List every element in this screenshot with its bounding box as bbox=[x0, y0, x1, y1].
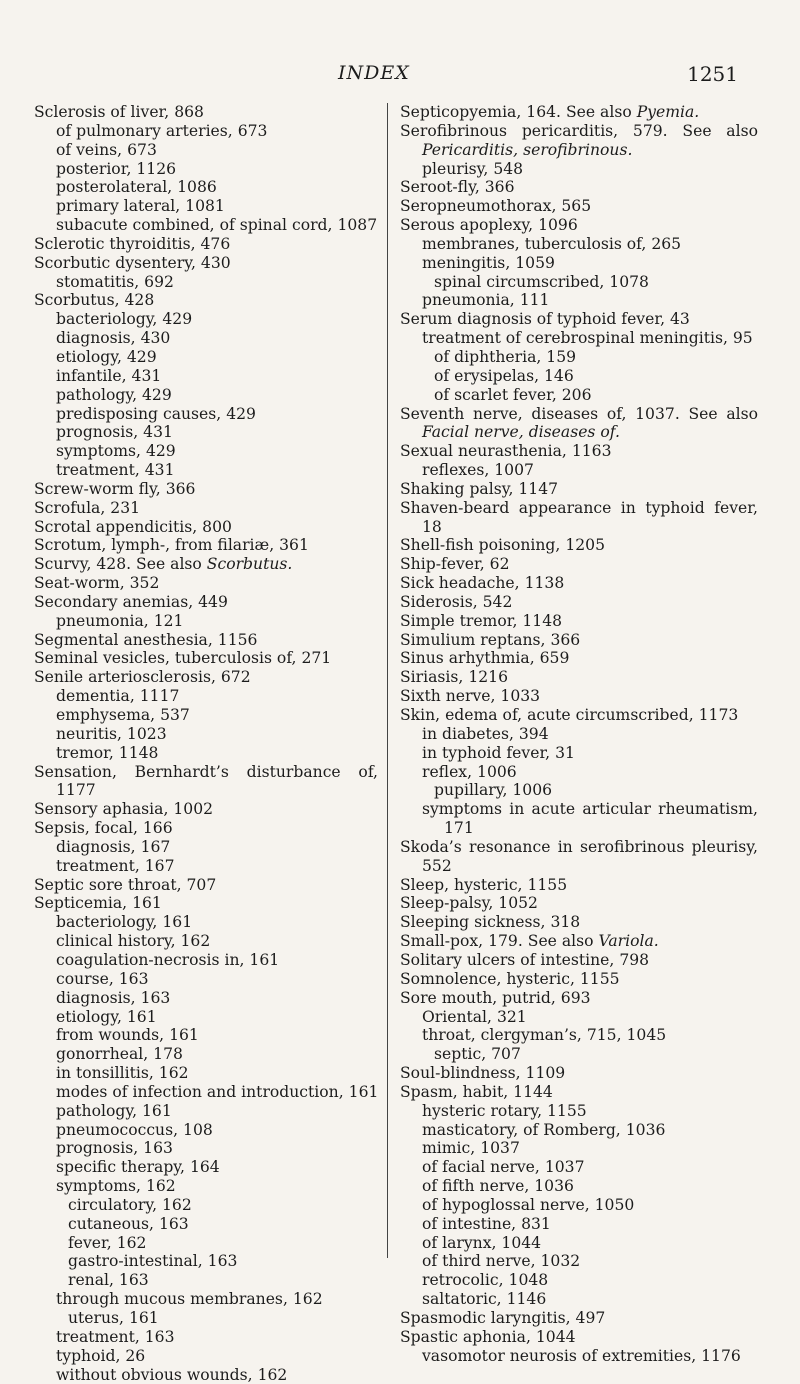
entry-text: pathology, 161 bbox=[56, 1101, 172, 1120]
index-entry bbox=[400, 1309, 758, 1328]
entry-text: bacteriology, 161 bbox=[56, 913, 193, 932]
index-subentry bbox=[34, 461, 378, 480]
entry-text: uterus, 161 bbox=[68, 1309, 159, 1327]
entry-text: Simple tremor, 1148 bbox=[400, 611, 563, 630]
entry-text: primary lateral, 1081 bbox=[56, 197, 225, 216]
entry-text: pneumonia, 111 bbox=[422, 291, 550, 310]
entry-text: membranes, tuberculosis of, 265 bbox=[422, 234, 682, 253]
see-also-reference: Pyemia. bbox=[636, 103, 700, 121]
entry-text: Spastic aphonia, 1044 bbox=[400, 1327, 576, 1346]
entry-text: Shaking palsy, 1147 bbox=[400, 479, 559, 498]
see-also-reference: Scorbutus. bbox=[206, 555, 293, 574]
index-entry bbox=[400, 894, 758, 913]
index-subentry bbox=[34, 1215, 378, 1234]
index-entry bbox=[400, 970, 758, 989]
index-subentry bbox=[34, 273, 378, 292]
index-subentry bbox=[34, 405, 378, 424]
entry-text: Serum diagnosis of typhoid fever, 43 bbox=[400, 310, 690, 329]
index-entry bbox=[34, 499, 378, 518]
index-subentry bbox=[34, 1045, 378, 1064]
index-subentry bbox=[34, 1158, 378, 1177]
entry-text: Sore mouth, putrid, 693 bbox=[400, 988, 591, 1007]
index-entry bbox=[400, 649, 758, 668]
entry-text: etiology, 429 bbox=[56, 347, 157, 366]
index-entry bbox=[400, 574, 758, 593]
index-entry bbox=[34, 103, 378, 122]
index-entry bbox=[400, 442, 758, 461]
entry-text: Serous apoplexy, 1096 bbox=[400, 216, 578, 235]
index-subentry bbox=[34, 386, 378, 405]
index-subentry bbox=[400, 1252, 758, 1271]
entry-text: Senile arteriosclerosis, 672 bbox=[34, 668, 251, 687]
index-entry bbox=[34, 894, 378, 913]
entry-text: treatment, 163 bbox=[56, 1327, 175, 1346]
entry-text: of third nerve, 1032 bbox=[422, 1252, 581, 1271]
see-also-reference: Variola. bbox=[598, 932, 659, 951]
index-entry bbox=[400, 593, 758, 612]
index-subentry bbox=[400, 386, 758, 405]
index-entry bbox=[400, 178, 758, 197]
entry-text: Septic sore throat, 707 bbox=[34, 875, 217, 894]
see-also-reference: Pericarditis, serofibrinous. bbox=[422, 140, 633, 159]
entry-text: diagnosis, 167 bbox=[56, 837, 171, 856]
index-subentry bbox=[400, 1139, 758, 1158]
entry-text: pneumococcus, 108 bbox=[56, 1120, 213, 1139]
index-entry bbox=[400, 405, 758, 443]
entry-text: Sleep, hysteric, 1155 bbox=[400, 875, 568, 894]
entry-text: pneumonia, 121 bbox=[56, 611, 184, 630]
entry-text: throat, clergyman’s, 715, 1045 bbox=[422, 1026, 667, 1045]
entry-text: in tonsillitis, 162 bbox=[56, 1064, 189, 1083]
index-subentry bbox=[400, 1196, 758, 1215]
index-subentry bbox=[34, 1290, 378, 1309]
index-entry bbox=[34, 480, 378, 499]
entry-text: emphysema, 537 bbox=[56, 706, 190, 724]
running-title: INDEX bbox=[338, 62, 410, 84]
entry-text: etiology, 161 bbox=[56, 1007, 157, 1026]
entry-text: Septicopyemia, 164. See also bbox=[400, 103, 637, 121]
entry-text: Siriasis, 1216 bbox=[400, 668, 508, 687]
entry-text: posterior, 1126 bbox=[56, 159, 177, 178]
entry-text: of pulmonary arteries, 673 bbox=[56, 121, 268, 140]
entry-text: Scorbutic dysentery, 430 bbox=[34, 253, 231, 272]
index-entry bbox=[34, 518, 378, 537]
entry-text: stomatitis, 692 bbox=[56, 272, 174, 291]
entry-text: of facial nerve, 1037 bbox=[422, 1158, 585, 1177]
index-subentry bbox=[400, 235, 758, 254]
index-subentry bbox=[34, 706, 378, 725]
entry-text: of erysipelas, 146 bbox=[434, 366, 574, 385]
index-subentry bbox=[34, 122, 378, 141]
index-subentry bbox=[34, 1252, 378, 1271]
index-subentry bbox=[400, 763, 758, 782]
index-subentry bbox=[400, 1026, 758, 1045]
index-entry bbox=[400, 951, 758, 970]
index-subentry bbox=[34, 442, 378, 461]
entry-text: Small-pox, 179. See also bbox=[400, 932, 599, 951]
entry-text: dementia, 1117 bbox=[56, 687, 180, 706]
page-header bbox=[0, 62, 800, 88]
index-subentry bbox=[34, 216, 378, 235]
index-entry bbox=[400, 216, 758, 235]
entry-text: Scorbutus, 428 bbox=[34, 291, 155, 310]
entry-text: infantile, 431 bbox=[56, 366, 162, 385]
entry-text: cutaneous, 163 bbox=[68, 1214, 189, 1233]
index-subentry bbox=[34, 1139, 378, 1158]
entry-text: Sixth nerve, 1033 bbox=[400, 687, 541, 706]
entry-text: reflex, 1006 bbox=[422, 762, 517, 781]
entry-text: from wounds, 161 bbox=[56, 1026, 199, 1045]
index-subentry bbox=[400, 1234, 758, 1253]
index-subentry bbox=[400, 800, 758, 838]
index-subentry bbox=[34, 367, 378, 386]
entry-text: Seat-worm, 352 bbox=[34, 574, 160, 593]
index-subentry bbox=[34, 1196, 378, 1215]
entry-text: diagnosis, 430 bbox=[56, 329, 171, 348]
entry-text: Spasmodic laryngitis, 497 bbox=[400, 1309, 606, 1327]
entry-text: Sclerosis of liver, 868 bbox=[34, 103, 204, 121]
index-subentry bbox=[34, 744, 378, 763]
index-subentry bbox=[34, 423, 378, 442]
index-entry bbox=[34, 763, 378, 801]
entry-text: reflexes, 1007 bbox=[422, 461, 534, 480]
index-entry bbox=[34, 631, 378, 650]
index-entry bbox=[400, 876, 758, 895]
entry-text: Skoda’s resonance in serofibrinous pleurisy, 552 bbox=[400, 837, 758, 875]
index-subentry bbox=[34, 970, 378, 989]
entry-text: Scurvy, 428. See also bbox=[34, 555, 207, 574]
index-entry bbox=[34, 574, 378, 593]
entry-text: masticatory, of Romberg, 1036 bbox=[422, 1120, 666, 1139]
entry-text: Seropneumothorax, 565 bbox=[400, 197, 592, 216]
index-subentry bbox=[34, 1064, 378, 1083]
index-subentry bbox=[400, 348, 758, 367]
entry-text: of fifth nerve, 1036 bbox=[422, 1177, 574, 1196]
entry-text: septic, 707 bbox=[434, 1045, 521, 1064]
entry-text: symptoms, 429 bbox=[56, 442, 176, 461]
index-subentry bbox=[400, 1271, 758, 1290]
index-subentry bbox=[400, 1290, 758, 1309]
entry-text: pathology, 429 bbox=[56, 385, 172, 404]
entry-text: tremor, 1148 bbox=[56, 743, 159, 762]
entry-text: clinical history, 162 bbox=[56, 932, 211, 951]
entry-text: Sensory aphasia, 1002 bbox=[34, 800, 214, 819]
entry-text: modes of infection and introduction, 161 bbox=[56, 1082, 379, 1101]
index-subentry bbox=[34, 160, 378, 179]
entry-text: Soul-blindness, 1109 bbox=[400, 1064, 566, 1083]
entry-text: of hypoglossal nerve, 1050 bbox=[422, 1195, 635, 1214]
index-entry bbox=[400, 668, 758, 687]
index-entry bbox=[34, 800, 378, 819]
index-entry bbox=[34, 235, 378, 254]
index-subentry bbox=[400, 461, 758, 480]
entry-text: gastro-intestinal, 163 bbox=[68, 1252, 238, 1271]
entry-text: specific therapy, 164 bbox=[56, 1158, 220, 1177]
entry-text: meningitis, 1059 bbox=[422, 253, 555, 272]
index-entry bbox=[400, 913, 758, 932]
entry-text: mimic, 1037 bbox=[422, 1139, 520, 1158]
entry-text: retrocolic, 1048 bbox=[422, 1271, 549, 1290]
entry-text: of diphtheria, 159 bbox=[434, 347, 577, 366]
index-entry bbox=[34, 536, 378, 555]
index-entry bbox=[400, 555, 758, 574]
entry-text: course, 163 bbox=[56, 969, 149, 988]
entry-text: vasomotor neurosis of extremities, 1176 bbox=[422, 1346, 741, 1365]
entry-text: predisposing causes, 429 bbox=[56, 404, 256, 423]
entry-text: posterolateral, 1086 bbox=[56, 178, 217, 197]
entry-text: treatment of cerebrospinal meningitis, 95 bbox=[422, 329, 753, 348]
index-subentry bbox=[400, 254, 758, 273]
index-subentry bbox=[400, 1102, 758, 1121]
entry-text: treatment, 167 bbox=[56, 856, 175, 875]
entry-text: in typhoid fever, 31 bbox=[422, 743, 575, 762]
index-subentry bbox=[34, 932, 378, 951]
index-subentry bbox=[34, 687, 378, 706]
entry-text: treatment, 431 bbox=[56, 461, 175, 480]
index-subentry bbox=[34, 857, 378, 876]
page-number: 1251 bbox=[687, 62, 738, 86]
index-subentry bbox=[400, 1121, 758, 1140]
index-entry bbox=[400, 687, 758, 706]
index-subentry bbox=[400, 1045, 758, 1064]
entry-text: pleurisy, 548 bbox=[422, 159, 524, 178]
entry-text: Shell-fish poisoning, 1205 bbox=[400, 536, 606, 555]
entry-text: Sepsis, focal, 166 bbox=[34, 819, 173, 838]
entry-text: Scrofula, 231 bbox=[34, 498, 141, 517]
index-subentry bbox=[34, 1328, 378, 1347]
index-entry bbox=[400, 932, 758, 951]
entry-text: diagnosis, 163 bbox=[56, 988, 171, 1007]
entry-text: Sexual neurasthenia, 1163 bbox=[400, 442, 612, 461]
index-subentry bbox=[400, 1008, 758, 1027]
index-entry bbox=[400, 1064, 758, 1083]
index-subentry bbox=[400, 1158, 758, 1177]
entry-text: neuritis, 1023 bbox=[56, 724, 167, 743]
index-subentry bbox=[34, 612, 378, 631]
entry-text: Shaven-beard appearance in typhoid fever, 18 bbox=[400, 498, 758, 536]
see-also-reference: Facial nerve, diseases of. bbox=[422, 423, 620, 442]
index-subentry bbox=[34, 1309, 378, 1328]
entry-text: Somnolence, hysteric, 1155 bbox=[400, 969, 620, 988]
index-subentry bbox=[34, 1234, 378, 1253]
entry-text: Oriental, 321 bbox=[422, 1007, 527, 1026]
index-entry bbox=[400, 1328, 758, 1347]
entry-text: hysteric rotary, 1155 bbox=[422, 1101, 587, 1120]
index-entry bbox=[400, 310, 758, 329]
index-entry bbox=[400, 536, 758, 555]
entry-text: Simulium reptans, 366 bbox=[400, 630, 581, 649]
entry-text: Sleep-palsy, 1052 bbox=[400, 894, 538, 913]
entry-text: Scrotal appendicitis, 800 bbox=[34, 517, 232, 536]
index-subentry bbox=[34, 1366, 378, 1384]
index-entry bbox=[34, 668, 378, 687]
entry-text: Serofibrinous pericarditis, 579. See also bbox=[400, 121, 758, 140]
index-subentry bbox=[34, 1121, 378, 1140]
index-entry bbox=[400, 499, 758, 537]
entry-text: Sinus arhythmia, 659 bbox=[400, 649, 570, 668]
index-subentry bbox=[34, 197, 378, 216]
index-subentry bbox=[400, 1177, 758, 1196]
entry-text: of intestine, 831 bbox=[422, 1214, 551, 1233]
index-entry bbox=[400, 197, 758, 216]
index-entry bbox=[34, 649, 378, 668]
entry-text: circulatory, 162 bbox=[68, 1195, 192, 1214]
index-subentry bbox=[34, 329, 378, 348]
entry-text: Sick headache, 1138 bbox=[400, 574, 565, 593]
index-entry bbox=[400, 612, 758, 631]
entry-text: Seventh nerve, diseases of, 1037. See also bbox=[400, 404, 758, 423]
entry-text: spinal circumscribed, 1078 bbox=[434, 272, 649, 291]
entry-text: pupillary, 1006 bbox=[434, 781, 553, 800]
index-column-right bbox=[400, 103, 758, 1366]
index-subentry bbox=[400, 291, 758, 310]
entry-text: through mucous membranes, 162 bbox=[56, 1290, 323, 1309]
entry-text: in diabetes, 394 bbox=[422, 724, 549, 743]
index-entry bbox=[400, 103, 758, 122]
index-entry bbox=[400, 838, 758, 876]
entry-text: Secondary anemias, 449 bbox=[34, 592, 228, 611]
entry-text: Screw-worm fly, 366 bbox=[34, 479, 196, 498]
index-entry bbox=[400, 989, 758, 1008]
entry-text: without obvious wounds, 162 bbox=[56, 1365, 288, 1384]
index-entry bbox=[400, 1083, 758, 1102]
index-entry bbox=[400, 122, 758, 160]
index-subentry bbox=[34, 1008, 378, 1027]
index-entry bbox=[34, 291, 378, 310]
entry-text: Sleeping sickness, 318 bbox=[400, 913, 581, 932]
entry-text: of veins, 673 bbox=[56, 140, 157, 159]
entry-text: Septicemia, 161 bbox=[34, 894, 162, 913]
index-subentry bbox=[34, 178, 378, 197]
entry-text: Skin, edema of, acute circumscribed, 1173 bbox=[400, 706, 739, 724]
index-subentry bbox=[400, 725, 758, 744]
index-entry bbox=[34, 876, 378, 895]
entry-text: Scrotum, lymph-, from filariæ, 361 bbox=[34, 536, 309, 555]
index-subentry bbox=[34, 1271, 378, 1290]
index-subentry bbox=[400, 367, 758, 386]
index-entry bbox=[400, 480, 758, 499]
index-subentry bbox=[34, 725, 378, 744]
index-entry bbox=[400, 631, 758, 650]
entry-text: bacteriology, 429 bbox=[56, 310, 193, 329]
index-subentry bbox=[34, 310, 378, 329]
index-subentry bbox=[34, 913, 378, 932]
index-subentry bbox=[34, 1026, 378, 1045]
entry-text: Sclerotic thyroiditis, 476 bbox=[34, 234, 231, 253]
index-subentry bbox=[34, 951, 378, 970]
index-entry bbox=[34, 593, 378, 612]
entry-text: gonorrheal, 178 bbox=[56, 1045, 183, 1064]
index-subentry bbox=[34, 838, 378, 857]
index-subentry bbox=[34, 348, 378, 367]
entry-text: Spasm, habit, 1144 bbox=[400, 1082, 553, 1101]
entry-text: Solitary ulcers of intestine, 798 bbox=[400, 950, 650, 969]
entry-text: renal, 163 bbox=[68, 1271, 149, 1290]
index-entry bbox=[34, 254, 378, 273]
entry-text: subacute combined, of spinal cord, 1087 bbox=[56, 216, 378, 235]
entry-text: Segmental anesthesia, 1156 bbox=[34, 630, 258, 649]
index-subentry bbox=[400, 273, 758, 292]
index-entry bbox=[34, 555, 378, 574]
index-column-left bbox=[34, 103, 378, 1384]
index-subentry bbox=[34, 1177, 378, 1196]
entry-text: Ship-fever, 62 bbox=[400, 555, 510, 574]
column-divider bbox=[387, 103, 388, 1258]
index-entry bbox=[34, 819, 378, 838]
entry-text: symptoms, 162 bbox=[56, 1177, 176, 1196]
entry-text: fever, 162 bbox=[68, 1233, 147, 1252]
entry-text: saltatoric, 1146 bbox=[422, 1290, 547, 1309]
index-subentry bbox=[34, 1102, 378, 1121]
entry-text: typhoid, 26 bbox=[56, 1346, 146, 1365]
entry-text: prognosis, 431 bbox=[56, 423, 173, 442]
entry-text: Seminal vesicles, tuberculosis of, 271 bbox=[34, 649, 332, 668]
index-subentry bbox=[400, 160, 758, 179]
entry-text: of scarlet fever, 206 bbox=[434, 385, 592, 404]
entry-text: symptoms in acute articular rheumatism, 171 bbox=[422, 800, 758, 838]
entry-text: of larynx, 1044 bbox=[422, 1233, 542, 1252]
index-subentry bbox=[34, 1083, 378, 1102]
index-subentry bbox=[400, 744, 758, 763]
index-subentry bbox=[400, 329, 758, 348]
entry-text: coagulation-necrosis in, 161 bbox=[56, 950, 280, 969]
entry-text: Seroot-fly, 366 bbox=[400, 178, 515, 197]
index-subentry bbox=[400, 1215, 758, 1234]
entry-text: Sensation, Bernhardt’s disturbance of, 1177 bbox=[34, 762, 378, 800]
entry-text: prognosis, 163 bbox=[56, 1139, 173, 1158]
entry-text: Siderosis, 542 bbox=[400, 592, 513, 611]
index-subentry bbox=[400, 781, 758, 800]
index-subentry bbox=[34, 141, 378, 160]
index-subentry bbox=[34, 989, 378, 1008]
index-entry bbox=[400, 706, 758, 725]
